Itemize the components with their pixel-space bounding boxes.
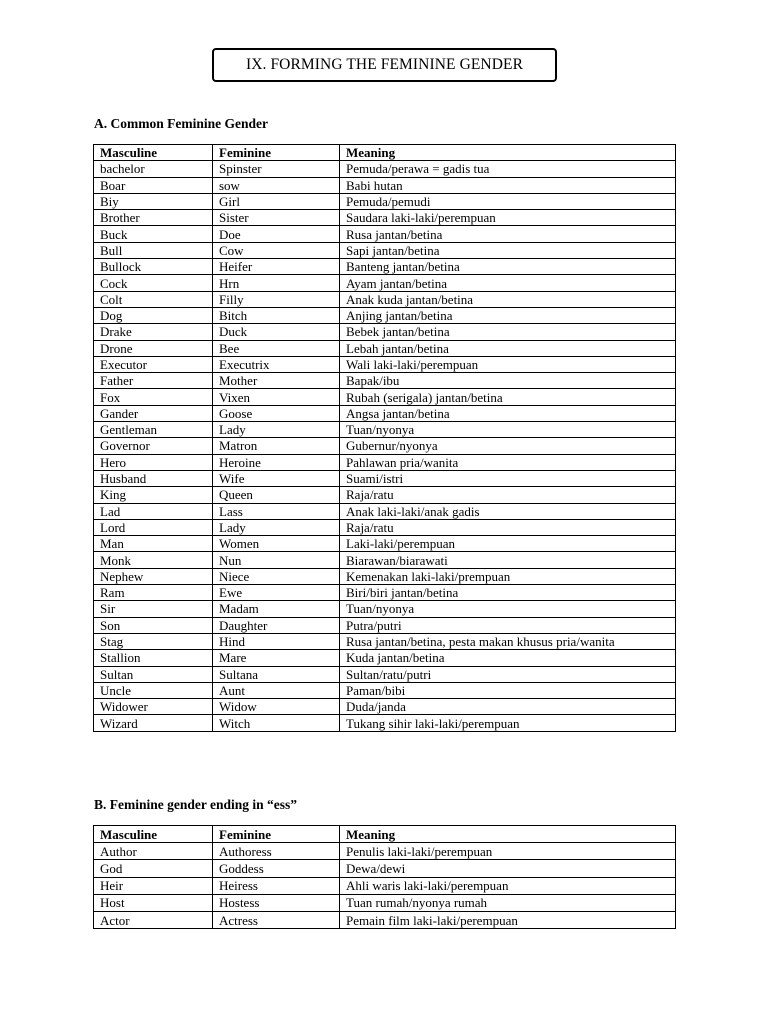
masculine-cell: Executor [94,356,213,372]
meaning-cell: Rubah (serigala) jantan/betina [340,389,676,405]
feminine-cell: Heiress [213,877,340,894]
table-row [94,210,676,226]
table-row [94,585,676,601]
table-row [94,519,676,535]
masculine-cell: King [94,487,213,503]
masculine-cell: Cock [94,275,213,291]
table-row [94,715,676,731]
meaning-cell: Putra/putri [340,617,676,633]
table-row [94,405,676,421]
feminine-cell: Sultana [213,666,340,682]
meaning-cell: Sapi jantan/betina [340,242,676,258]
table-row [94,470,676,486]
meaning-cell: Banteng jantan/betina [340,259,676,275]
table-row [94,568,676,584]
feminine-cell: Wife [213,470,340,486]
meaning-cell: Tuan/nyonya [340,601,676,617]
feminine-cell: Daughter [213,617,340,633]
table-row [94,356,676,372]
table-row [94,259,676,275]
table-row [94,307,676,323]
masculine-cell: Sultan [94,666,213,682]
masculine-cell: Nephew [94,568,213,584]
table-row [94,682,676,698]
meaning-cell: Paman/bibi [340,682,676,698]
masculine-cell: God [94,860,213,877]
feminine-cell: Heroine [213,454,340,470]
meaning-cell: Biarawan/biarawati [340,552,676,568]
feminine-cell: Hrn [213,275,340,291]
column-header-meaning: Meaning [340,826,676,843]
masculine-cell: Son [94,617,213,633]
feminine-cell: Spinster [213,161,340,177]
masculine-cell: Husband [94,470,213,486]
meaning-cell: Laki-laki/perempuan [340,536,676,552]
meaning-cell: Tuan/nyonya [340,422,676,438]
masculine-cell: Buck [94,226,213,242]
feminine-cell: Mother [213,373,340,389]
table-row [94,324,676,340]
table-row [94,161,676,177]
table-row [94,438,676,454]
table-row [94,242,676,258]
meaning-cell: Rusa jantan/betina, pesta makan khusus pria/wanita [340,633,676,649]
meaning-cell: Pemain film laki-laki/perempuan [340,911,676,928]
masculine-cell: Drone [94,340,213,356]
meaning-cell: Kemenakan laki-laki/prempuan [340,568,676,584]
table-row [94,877,676,894]
masculine-cell: Brother [94,210,213,226]
meaning-cell: Pahlawan pria/wanita [340,454,676,470]
masculine-cell: bachelor [94,161,213,177]
meaning-cell: Tuan rumah/nyonya rumah [340,894,676,911]
feminine-cell: Madam [213,601,340,617]
masculine-cell: Stallion [94,650,213,666]
feminine-cell: Vixen [213,389,340,405]
masculine-cell: Uncle [94,682,213,698]
feminine-cell: Executrix [213,356,340,372]
masculine-cell: Author [94,843,213,860]
page-title-text: IX. FORMING THE FEMININE GENDER [245,56,524,73]
masculine-cell: Sir [94,601,213,617]
meaning-cell: Gubernur/nyonya [340,438,676,454]
table-row [94,177,676,193]
meaning-cell: Sultan/ratu/putri [340,666,676,682]
table-a-body [94,161,676,731]
feminine-cell: Mare [213,650,340,666]
table-row [94,843,676,860]
feminine-cell: Lady [213,519,340,535]
masculine-cell: Boar [94,177,213,193]
meaning-cell: Raja/ratu [340,487,676,503]
meaning-cell: Babi hutan [340,177,676,193]
meaning-cell: Ayam jantan/betina [340,275,676,291]
meaning-cell: Suami/istri [340,470,676,486]
feminine-cell: Witch [213,715,340,731]
feminine-cell: Bee [213,340,340,356]
masculine-cell: Governor [94,438,213,454]
masculine-cell: Wizard [94,715,213,731]
page-title [212,48,557,82]
masculine-cell: Lord [94,519,213,535]
meaning-cell: Dewa/dewi [340,860,676,877]
table-row [94,650,676,666]
feminine-cell: Aunt [213,682,340,698]
masculine-cell: Lad [94,503,213,519]
meaning-cell: Anjing jantan/betina [340,307,676,323]
masculine-cell: Monk [94,552,213,568]
ess-feminine-gender-table [93,825,676,929]
table-row [94,291,676,307]
meaning-cell: Pemuda/perawa = gadis tua [340,161,676,177]
column-header-masculine: Masculine [94,145,213,161]
meaning-cell: Penulis laki-laki/perempuan [340,843,676,860]
table-row [94,226,676,242]
feminine-cell: Lass [213,503,340,519]
feminine-cell: Hind [213,633,340,649]
feminine-cell: Cow [213,242,340,258]
meaning-cell: Ahli waris laki-laki/perempuan [340,877,676,894]
table-row [94,389,676,405]
feminine-cell: Lady [213,422,340,438]
meaning-cell: Lebah jantan/betina [340,340,676,356]
table-row [94,536,676,552]
masculine-cell: Host [94,894,213,911]
meaning-cell: Bebek jantan/betina [340,324,676,340]
feminine-cell: Duck [213,324,340,340]
table-row [94,340,676,356]
table-header-row [94,826,676,843]
feminine-cell: Nun [213,552,340,568]
feminine-cell: Women [213,536,340,552]
masculine-cell: Bullock [94,259,213,275]
masculine-cell: Father [94,373,213,389]
feminine-cell: Filly [213,291,340,307]
table-b-body [94,843,676,929]
table-row [94,503,676,519]
feminine-cell: Hostess [213,894,340,911]
table-row [94,275,676,291]
section-b-heading: B. Feminine gender ending in “ess” [94,797,298,812]
feminine-cell: Ewe [213,585,340,601]
meaning-cell: Tukang sihir laki-laki/perempuan [340,715,676,731]
meaning-cell: Wali laki-laki/perempuan [340,356,676,372]
meaning-cell: Kuda jantan/betina [340,650,676,666]
feminine-cell: Girl [213,193,340,209]
feminine-cell: Authoress [213,843,340,860]
feminine-cell: Queen [213,487,340,503]
feminine-cell: Goddess [213,860,340,877]
table-row [94,373,676,389]
masculine-cell: Dog [94,307,213,323]
masculine-cell: Bull [94,242,213,258]
masculine-cell: Man [94,536,213,552]
masculine-cell: Gentleman [94,422,213,438]
masculine-cell: Heir [94,877,213,894]
masculine-cell: Drake [94,324,213,340]
feminine-cell: Actress [213,911,340,928]
column-header-meaning: Meaning [340,145,676,161]
feminine-cell: Heifer [213,259,340,275]
table-row [94,699,676,715]
meaning-cell: Angsa jantan/betina [340,405,676,421]
meaning-cell: Bapak/ibu [340,373,676,389]
table-row [94,487,676,503]
feminine-cell: Matron [213,438,340,454]
masculine-cell: Gander [94,405,213,421]
table-row [94,894,676,911]
masculine-cell: Colt [94,291,213,307]
masculine-cell: Ram [94,585,213,601]
table-row [94,617,676,633]
feminine-cell: Doe [213,226,340,242]
meaning-cell: Duda/janda [340,699,676,715]
feminine-cell: Bitch [213,307,340,323]
meaning-cell: Biri/biri jantan/betina [340,585,676,601]
table-row [94,601,676,617]
feminine-cell: Goose [213,405,340,421]
masculine-cell: Fox [94,389,213,405]
table-row [94,633,676,649]
masculine-cell: Hero [94,454,213,470]
meaning-cell: Pemuda/pemudi [340,193,676,209]
meaning-cell: Saudara laki-laki/perempuan [340,210,676,226]
table-row [94,193,676,209]
column-header-feminine: Feminine [213,826,340,843]
table-header-row [94,145,676,161]
masculine-cell: Stag [94,633,213,649]
column-header-feminine: Feminine [213,145,340,161]
meaning-cell: Raja/ratu [340,519,676,535]
table-row [94,454,676,470]
column-header-masculine: Masculine [94,826,213,843]
meaning-cell: Anak kuda jantan/betina [340,291,676,307]
table-row [94,552,676,568]
table-row [94,911,676,928]
feminine-cell: Widow [213,699,340,715]
common-feminine-gender-table [93,144,676,732]
feminine-cell: sow [213,177,340,193]
feminine-cell: Niece [213,568,340,584]
masculine-cell: Biy [94,193,213,209]
meaning-cell: Anak laki-laki/anak gadis [340,503,676,519]
table-row [94,860,676,877]
meaning-cell: Rusa jantan/betina [340,226,676,242]
table-row [94,422,676,438]
masculine-cell: Widower [94,699,213,715]
feminine-cell: Sister [213,210,340,226]
table-row [94,666,676,682]
section-a-heading: A. Common Feminine Gender [94,116,268,131]
masculine-cell: Actor [94,911,213,928]
